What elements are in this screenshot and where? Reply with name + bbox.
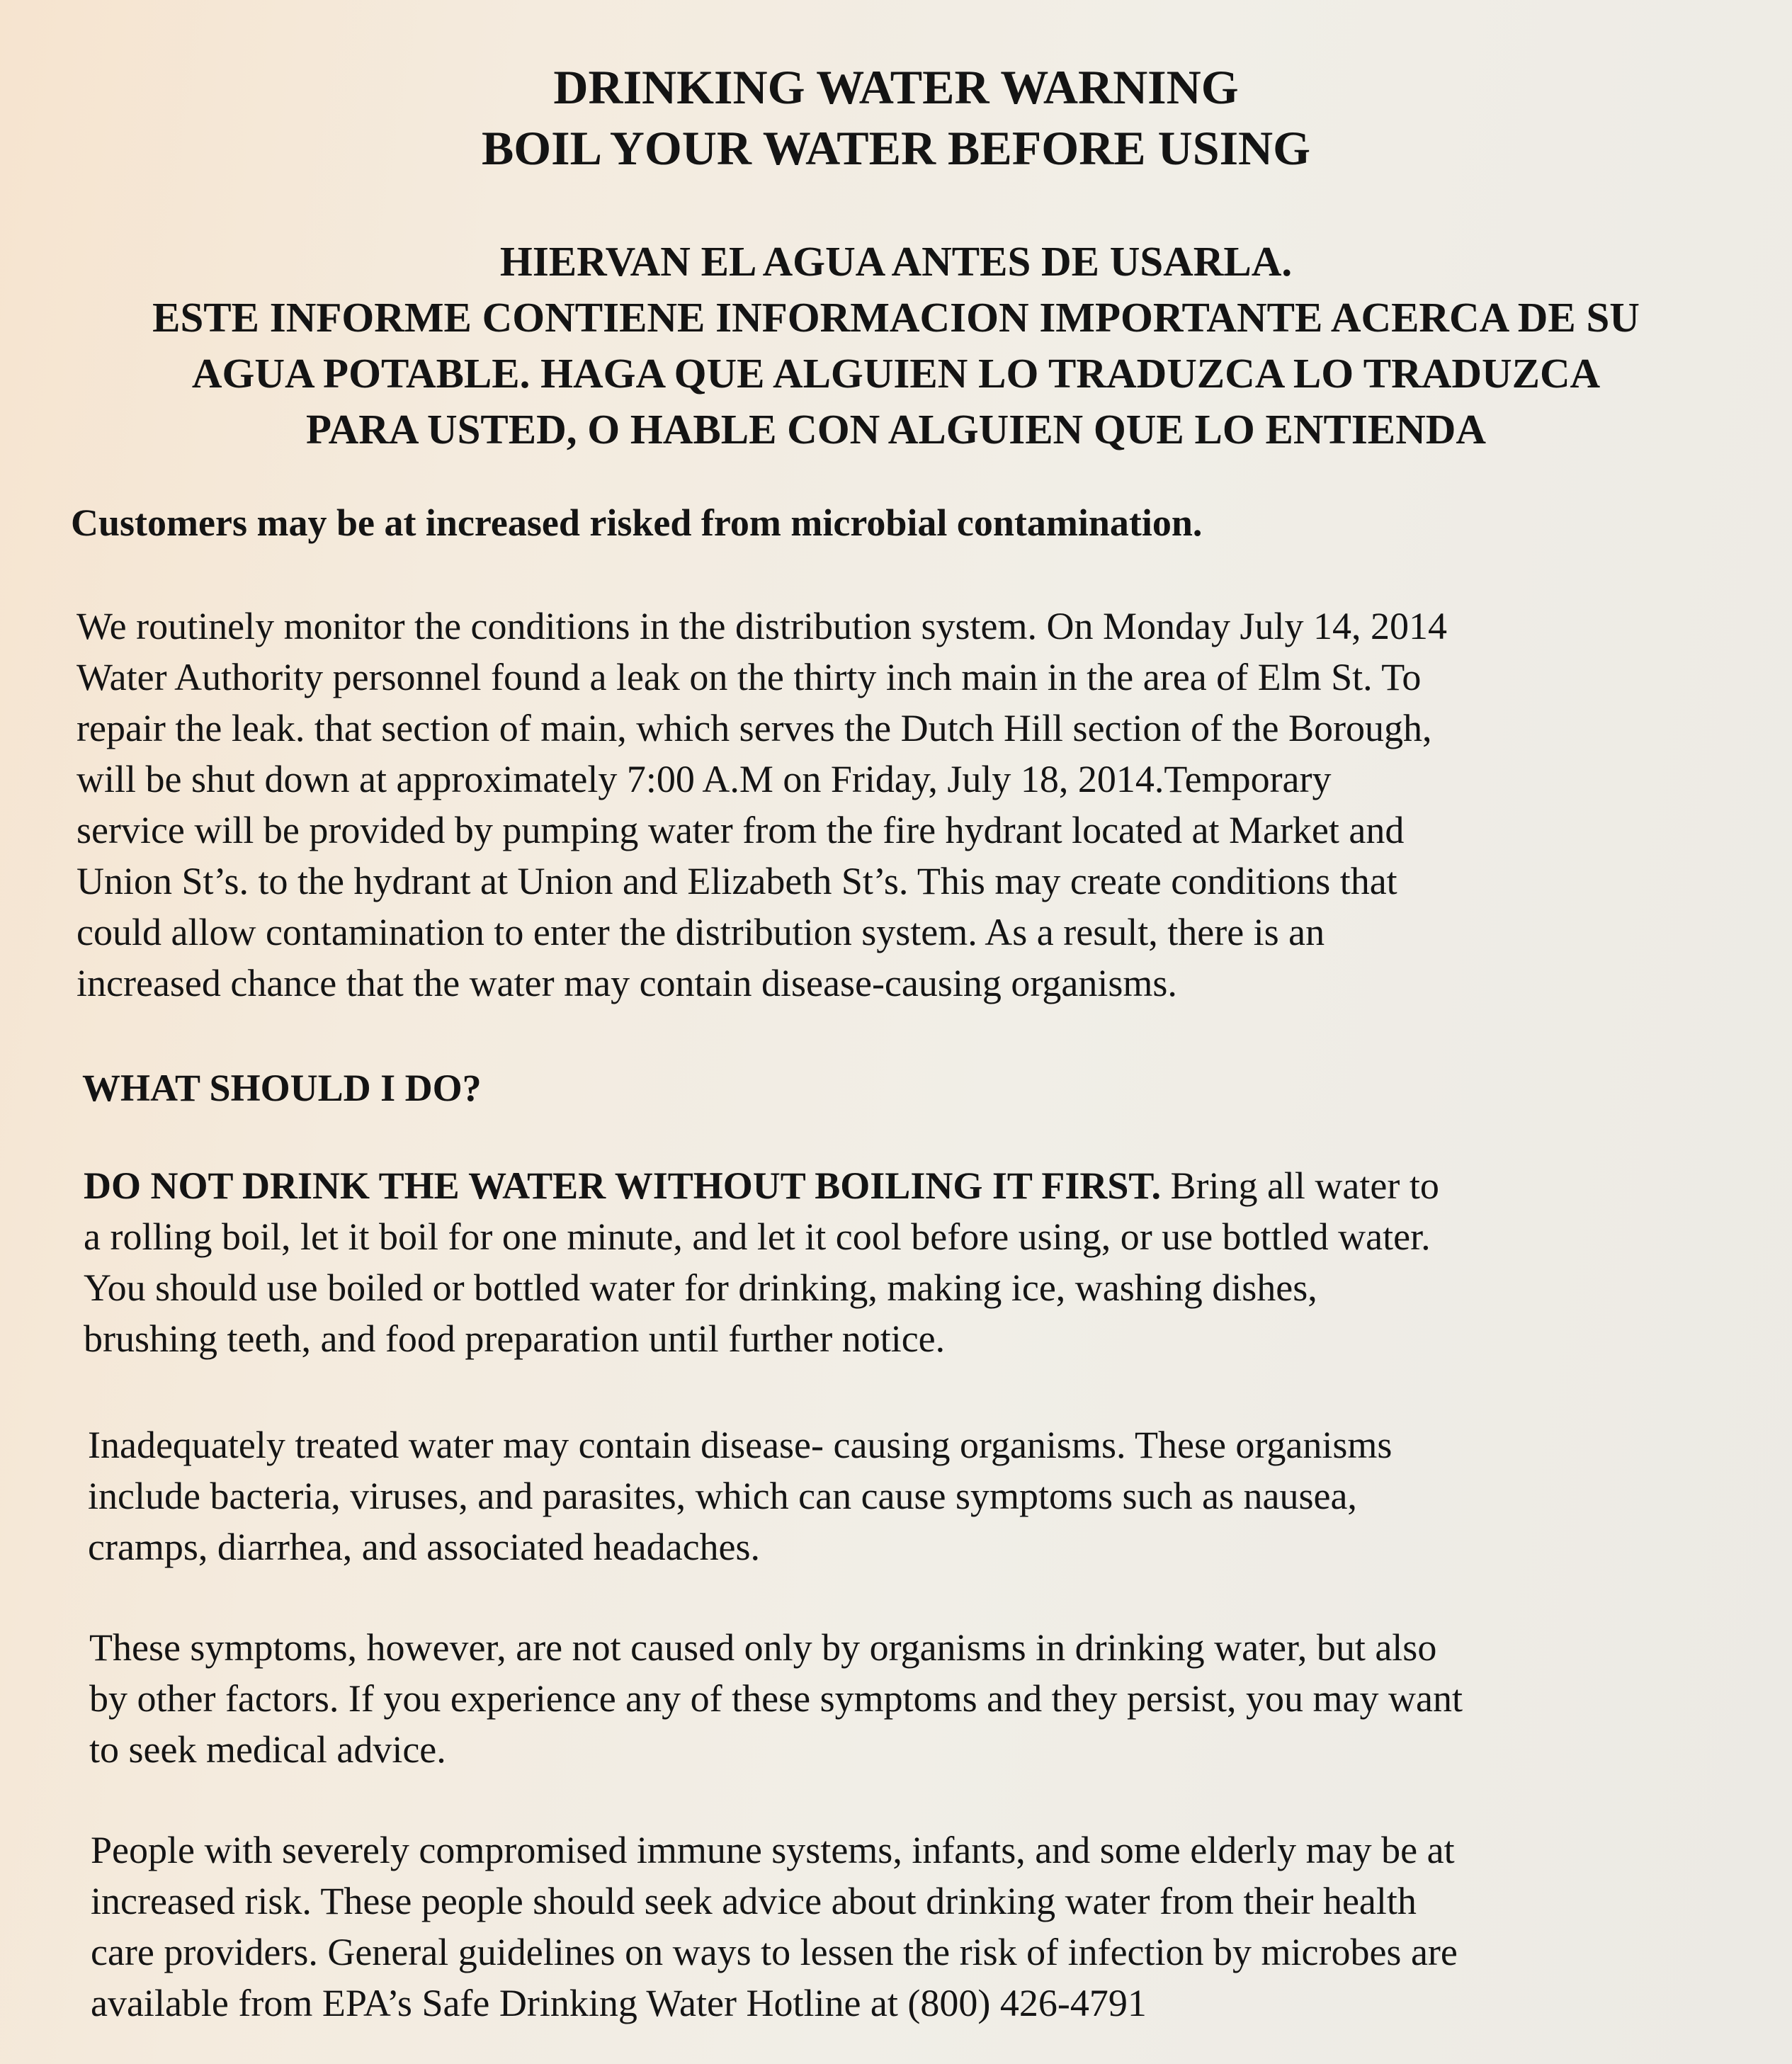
- paragraph-line: include bacteria, viruses, and parasites, which can cause symptoms such as nausea,: [88, 1475, 1357, 1517]
- risk-statement: Customers may be at increased risked from microbial contamination.: [71, 501, 1203, 544]
- risk-groups-paragraph: [91, 1825, 1741, 2029]
- paragraph-line: increased chance that the water may contain disease-causing organisms.: [76, 962, 1177, 1004]
- intro-paragraph: [76, 601, 1727, 1009]
- what-should-i-do-heading: WHAT SHOULD I DO?: [82, 1067, 482, 1109]
- paragraph-line: We routinely monitor the conditions in the distribution system. On Monday July 14, 2014: [76, 605, 1448, 647]
- symptoms-paragraph: [89, 1622, 1740, 1775]
- paragraph-line: will be shut down at approximately 7:00 A.M on Friday, July 18, 2014.Temporary: [76, 758, 1332, 800]
- spanish-line: AGUA POTABLE. HAGA QUE ALGUIEN LO TRADUZCA LO TRADUZCA: [191, 350, 1601, 397]
- do-not-drink-warning: DO NOT DRINK THE WATER WITHOUT BOILING IT FIRST.: [84, 1164, 1161, 1207]
- paragraph-line: You should use boiled or bottled water for drinking, making ice, washing dishes,: [84, 1266, 1317, 1309]
- spanish-notice: [0, 234, 1792, 458]
- paragraph-line: could allow contamination to enter the distribution system. As a result, there is an: [76, 911, 1325, 953]
- spanish-line: PARA USTED, O HABLE CON ALGUIEN QUE LO ENTIENDA: [306, 406, 1486, 453]
- paragraph-line: to seek medical advice.: [89, 1728, 446, 1771]
- paragraph-line: Water Authority personnel found a leak on the thirty inch main in the area of Elm St. To: [76, 656, 1422, 698]
- spanish-line: ESTE INFORME CONTIENE INFORMACION IMPORTANTE ACERCA DE SU: [152, 294, 1640, 341]
- paragraph-line: increased risk. These people should seek advice about drinking water from their health: [91, 1880, 1417, 1922]
- paragraph-line: [84, 1160, 1734, 1211]
- paragraph-line: a rolling boil, let it boil for one minute, and let it cool before using, or use bottled water.: [84, 1215, 1431, 1258]
- do-not-drink-paragraph: [84, 1160, 1734, 1364]
- organisms-paragraph: [88, 1419, 1738, 1572]
- boil-instruction-start: Bring all water to: [1160, 1164, 1439, 1207]
- paragraph-line: care providers. General guidelines on ways to lessen the risk of infection by microbes are: [91, 1931, 1458, 1973]
- paragraph-line: cramps, diarrhea, and associated headaches.: [88, 1526, 761, 1568]
- paragraph-line: Inadequately treated water may contain disease- causing organisms. These organisms: [88, 1424, 1393, 1466]
- title-line: DRINKING WATER WARNING: [553, 60, 1239, 114]
- paragraph-line: repair the leak. that section of main, which serves the Dutch Hill section of the Borough,: [76, 707, 1432, 749]
- paragraph-line: by other factors. If you experience any of these symptoms and they persist, you may want: [89, 1677, 1463, 1720]
- warning-title: [0, 57, 1792, 178]
- paragraph-line: Union St’s. to the hydrant at Union and Elizabeth St’s. This may create conditions that: [76, 860, 1397, 902]
- paragraph-line: People with severely compromised immune systems, infants, and some elderly may be at: [91, 1829, 1455, 1871]
- paragraph-line: available from EPA’s Safe Drinking Water Hotline at (800) 426-4791: [91, 1982, 1147, 2024]
- paragraph-line: brushing teeth, and food preparation until further notice.: [84, 1317, 946, 1360]
- title-line: BOIL YOUR WATER BEFORE USING: [481, 121, 1311, 175]
- paragraph-line: These symptoms, however, are not caused only by organisms in drinking water, but also: [89, 1626, 1437, 1669]
- paragraph-line: service will be provided by pumping water from the fire hydrant located at Market and: [76, 809, 1405, 851]
- spanish-line: HIERVAN EL AGUA ANTES DE USARLA.: [499, 238, 1293, 285]
